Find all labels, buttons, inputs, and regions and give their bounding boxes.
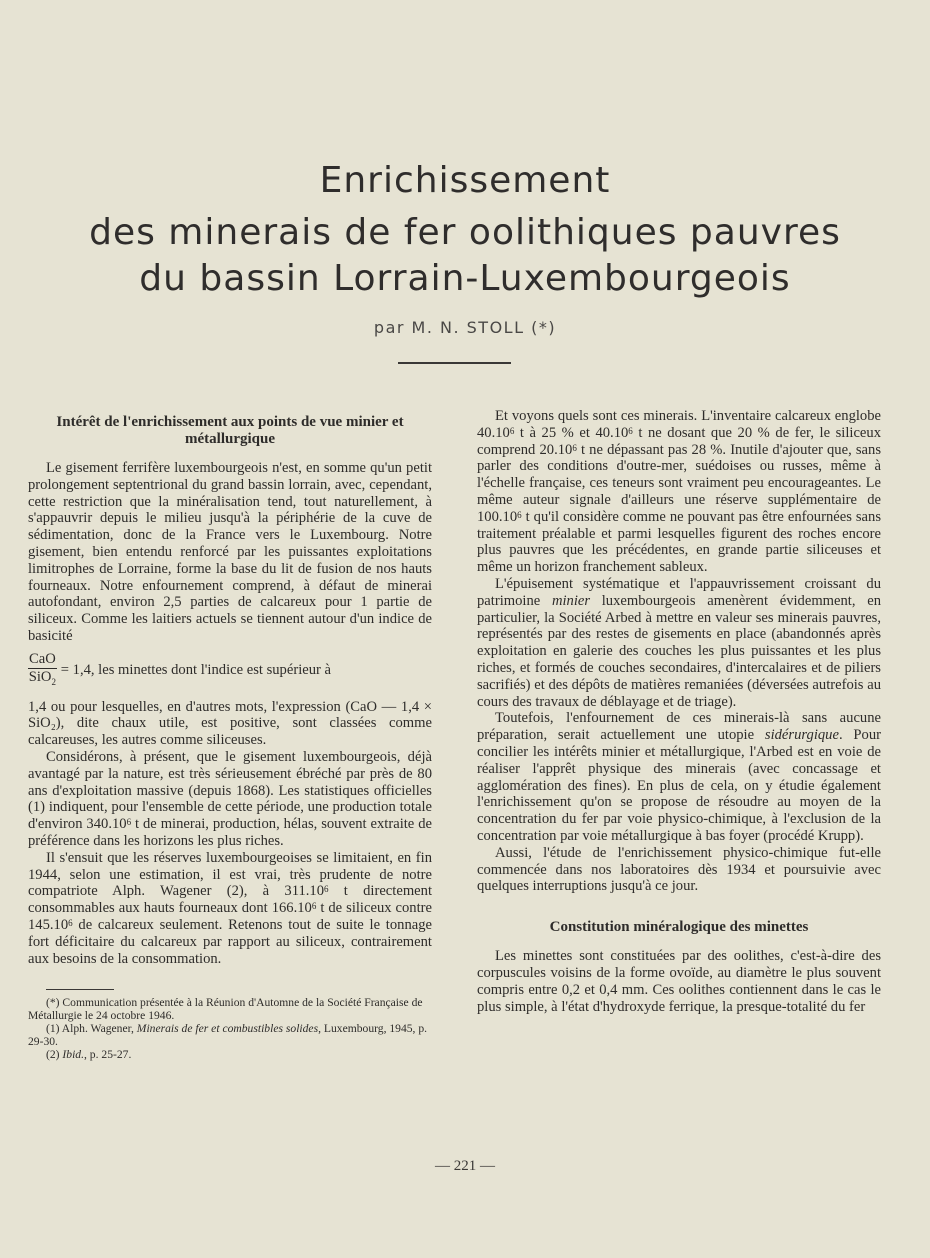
exponent: 6 [68,918,73,929]
text-run: , p. 25-27. [84,1048,132,1062]
text-run: t à 25 % et 40.10 [514,424,629,441]
title-rule [398,362,511,364]
exponent: 6 [628,425,633,436]
paragraph [477,576,881,710]
exponent: 6 [509,425,515,436]
text-run: , Luxembourg, 1945, p. 29-30. [28,1022,428,1049]
page-number: — 221 — [435,1158,495,1174]
text-run: t qu'il considère comme ne pouvant pas être enfournées sans traitement préalable et parmi lesquelles figurent des roches encore plus pauvres que les précédentes, en grande partie siliceuses et même un horizon franchement sableux. [477,508,881,576]
basicity-formula [28,651,432,691]
right-column [477,408,881,1015]
text-run: Considérons, à présent, que le gisement luxembourgeois, déjà avantagé par la nature, est très sérieusement ébréché par près de 80 ans d'exploitation massive (depuis 1868). Les statistiques officielles (1) indiquent, pour l'ensemble de cette période, une production totale d'environ 340.10 [28,749,432,833]
text-run: t ne dépassant pas 28 %. Inutile d'ajouter que, sans parler des conditions d'outre-mer, suédoises ou russes, même à l'échelle française, ces teneurs sont vraiment peu encourageantes. Le même auteur signale d'ailleurs une réserve supplémentaire de 100.10 [477,441,881,525]
text-run: Il s'ensuit que les réserves luxembourgeoises se limitaient, en fin 1944, selon une estimation, il est vrai, très prudente de notre compatriote Alph. Wagener (2), à 311.10 [28,849,432,900]
section-heading-constitution: Constitution minéralogique des minettes [549,919,809,936]
exponent: 6 [126,817,132,828]
italic-term: sidérurgique [764,727,839,744]
fraction-numerator: CaO [29,650,56,667]
text-run: t ne dosant que 20 % de fer, le siliceux comprend 20.10 [477,424,881,458]
text-run: t directement consommables aux hauts fourneaux dont 166.10 [28,883,432,917]
text-run: . Pour concilier les intérêts minier et métallurgique, l'Arbed est en voie de réaliser l'apprêt physique des minerais (avec concassage et agglomération des fines). En plus de cela, on y étudie également l'enrichissement qu'on se propose de résoudre au moyen de la concentration du fer par voie physico-chimique, à l'exclusion de la concentration par voie métallurgique à bas foyer (procédé Krupp). [477,727,881,844]
formula-text: = 1,4, les minettes dont l'indice est supérieur à [60,662,332,679]
section-heading-interet: Intérêt de l'enrichissement aux points de vue minier et métallurgique [56,414,404,447]
title-line-2: des minerais de fer oolithiques pauvres [89,212,841,253]
text-run: (2) [46,1048,63,1062]
left-column [28,408,432,1061]
text-run: (1) Alph. Wagener, [46,1022,137,1036]
title-line-1: Enrichissement [319,160,611,201]
denominator-subscript: 2 [51,676,56,687]
paragraph [477,710,881,844]
italic-term: minier [551,592,591,609]
footnote-2 [28,1022,432,1048]
text-run: L'épuisement systématique et l'appauvrissement croissant du patrimoine [477,575,881,609]
paragraph: Le gisement ferrifère luxembourgeois n'est, en somme qu'un petit prolongement septentrional du grand bassin lorrain, avec, cependant, cette restriction que la minéralisation tend, tout naturellement, à s'appauvrir depuis le milieu jusqu'à la périphérie de la cuve de sédimentation, donc de la France vers le Luxembourg. Notre gisement, bien entendu renforcé par les puissantes exploitations limitrophes de Lorraine, forme la base du lit de fusion de nos hauts fourneaux. Notre enfournement comprend, à défaut de minerai autofondant, environ 2,5 parties de calcareux pour 1 partie de siliceux. Comme les laitiers actuels se tiennent autour d'un indice de basicité [28,460,432,644]
denominator-text: SiO [28,668,52,685]
text-run: de calcareux seulement. Retenons tout de suite le tonnage fort déficitaire du calcareux par rapport au siliceux, contrairement aux besoins de la consommation. [28,917,432,967]
exponent: 6 [311,901,317,912]
footnote-1: (*) Communication présentée à la Réunion d'Automne de la Société Française de Métallurgie le 24 octobre 1946. [28,996,423,1023]
citation-title: Minerais de fer et combustibles solides [136,1022,319,1036]
text-run: t de siliceux contre 145.10 [28,900,432,934]
paragraph [28,850,432,968]
fraction [28,651,57,691]
author-line: par M. N. STOLL (*) [373,318,557,337]
paragraph: 1,4 ou pour lesquelles, en d'autres mots, l'expression (CaO — 1,4 × SiO₂), dite chaux utile, est positive, sont classées comme calcareuses, les autres comme siliceuses. [28,698,432,749]
exponent: 6 [324,884,329,895]
title-line-3: du bassin Lorrain-Luxembourgeois [139,258,791,299]
footnote-rule [46,989,114,990]
footnote-3 [28,1048,432,1061]
text-run: Et voyons quels sont ces minerais. L'inventaire calcareux englobe 40.10 [477,408,881,441]
exponent: 6 [517,509,522,520]
paragraph [477,408,881,576]
citation-ibid: Ibid. [62,1048,84,1062]
paragraph [28,749,432,850]
fraction-denominator [29,669,56,691]
text-run: Toutefois, l'enfournement de ces minerais-là sans aucune préparation, serait actuellement une utopie [477,710,881,744]
paragraph: Aussi, l'étude de l'enrichissement physico-chimique fut-elle commencée dans nos laboratoires dès 1934 et poursuivie avec quelques interruptions jusqu'à ce jour. [477,844,881,895]
text-run: t de minerai, production, hélas, souvent extraite de préférence dans les horizons les plus riches. [28,816,432,850]
exponent: 6 [572,442,577,453]
text-run: luxembourgeois amenèrent évidemment, en particulier, la Société Arbed à mettre en valeur ses minerais pauvres, représentés par des restes de gisements en place (abandonnés après exploitation en galerie des couches les plus puissantes et les plus riches, et formés de couches secondaires, d'intercalaires et de piliers sacrifiés) et des dépôts de matières remaniées (déversées autrefois au cours des travaux de déblayage et de triage). [477,592,881,710]
paragraph: Les minettes sont constituées par des oolithes, c'est-à-dire des corpuscules voisins de la forme ovoïde, au diamètre le plus souvent compris entre 0,2 et 0,4 mm. Ces oolithes contiennent dans le cas le plus simple, à l'état d'hydroxyde ferrique, la presque-totalité du fer [477,948,881,1015]
